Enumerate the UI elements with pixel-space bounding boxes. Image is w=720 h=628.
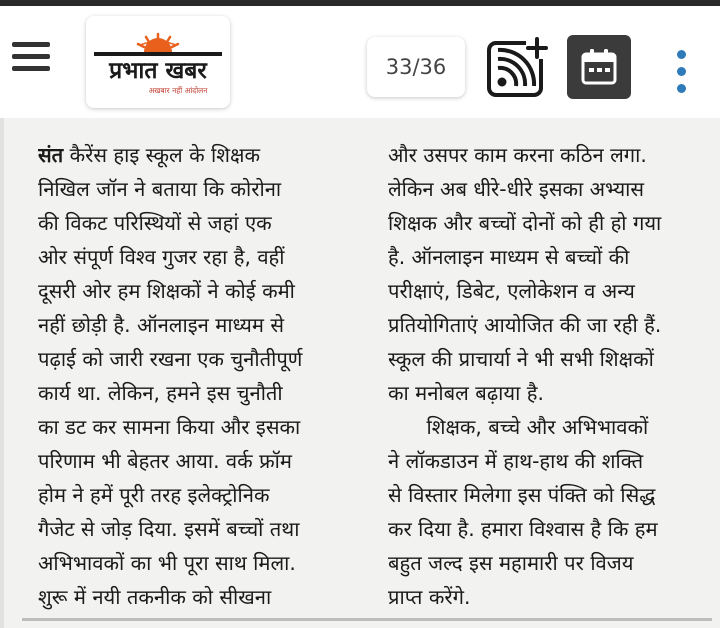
- article-line: नहीं छोड़ी है. ऑनलाइन माध्यम से: [38, 313, 284, 337]
- article-line: लेकिन अब धीरे-धीरे इसका अभ्यास: [388, 177, 645, 201]
- article-line: कार्य था. लेकिन, हमने इस चुनौती: [38, 381, 283, 405]
- article-line: परिणाम भी बेहतर आया. वर्क फ्रॉम: [38, 449, 292, 473]
- article-line: से विस्तार मिलेगा इस पंक्ति को सिद्ध: [388, 483, 656, 507]
- svg-text:प्रभात खबर: प्रभात खबर: [109, 58, 207, 84]
- article-line: स्कूल की प्राचार्या ने भी सभी शिक्षकों: [388, 347, 654, 371]
- article-line: होम ने हमें पूरी तरह इलेक्ट्रोनिक: [38, 483, 270, 507]
- article-line: निखिल जॉन ने बताया कि कोरोना: [38, 177, 282, 201]
- article-line: संत कैरेंस हाइ स्कूल के शिक्षक: [38, 143, 260, 167]
- article-line: शिक्षक और बच्चों दोनों को ही हो गया: [388, 211, 662, 235]
- page-counter[interactable]: 33/36: [367, 37, 465, 97]
- article-line: कर दिया है. हमारा विश्वास है कि हम: [388, 517, 658, 541]
- svg-text:अखबार नहीं आंदोलन: अखबार नहीं आंदोलन: [148, 86, 208, 95]
- more-vertical-icon[interactable]: [674, 50, 688, 98]
- article-line: पढ़ाई को जारी रखना एक चुनौतीपूर्ण: [38, 347, 303, 371]
- article-column-right: [388, 138, 708, 614]
- article-line: दूसरी ओर हम शिक्षकों ने कोई कमी: [38, 279, 295, 303]
- article-line: की विकट परिस्थियों से जहां एक: [38, 211, 272, 235]
- article-line: शुरू में नयी तकनीक को सीखना: [38, 585, 272, 609]
- article-line: प्राप्त करेंगे.: [388, 585, 471, 609]
- article-line: प्रतियोगिताएं आयोजित की जा रही हैं.: [388, 313, 662, 337]
- article-line: अभिभावकों का भी पूरा साथ मिला.: [38, 551, 296, 575]
- rss-add-icon[interactable]: [486, 37, 548, 99]
- article-line: का डट कर सामना किया और इसका: [38, 415, 301, 439]
- article-line: परीक्षाएं, डिबेट, एलोकेशन व अन्य: [388, 279, 635, 303]
- article-line: ने लॉकडाउन में हाथ-हाथ की शक्ति: [388, 449, 644, 473]
- calendar-icon: [579, 47, 619, 87]
- article-line: गैजेट से जोड़ दिया. इसमें बच्चों तथा: [38, 517, 300, 541]
- article-column-left: [38, 138, 348, 614]
- bottom-divider: [22, 618, 712, 621]
- article-line: और उसपर काम करना कठिन लगा.: [388, 143, 647, 167]
- article-line: का मनोबल बढ़ाया है.: [388, 381, 544, 405]
- calendar-button[interactable]: [567, 35, 631, 99]
- article-line: शिक्षक, बच्चे और अभिभावकों: [388, 415, 649, 439]
- app-bar: [0, 6, 720, 118]
- article-clipping: [0, 118, 720, 628]
- article-line: बहुत जल्द इस महामारी पर विजय: [388, 551, 634, 575]
- lead-word: संत: [38, 143, 64, 167]
- article-line: ओर संपूर्ण विश्व गुजर रहा है, वहीं: [38, 245, 285, 269]
- logo-graphic: [86, 16, 230, 108]
- article-line: है. ऑनलाइन माध्यम से बच्चों की: [388, 245, 630, 269]
- prabhat-khabar-logo[interactable]: [86, 16, 230, 108]
- page-edge: [0, 118, 4, 628]
- menu-icon[interactable]: [12, 42, 50, 72]
